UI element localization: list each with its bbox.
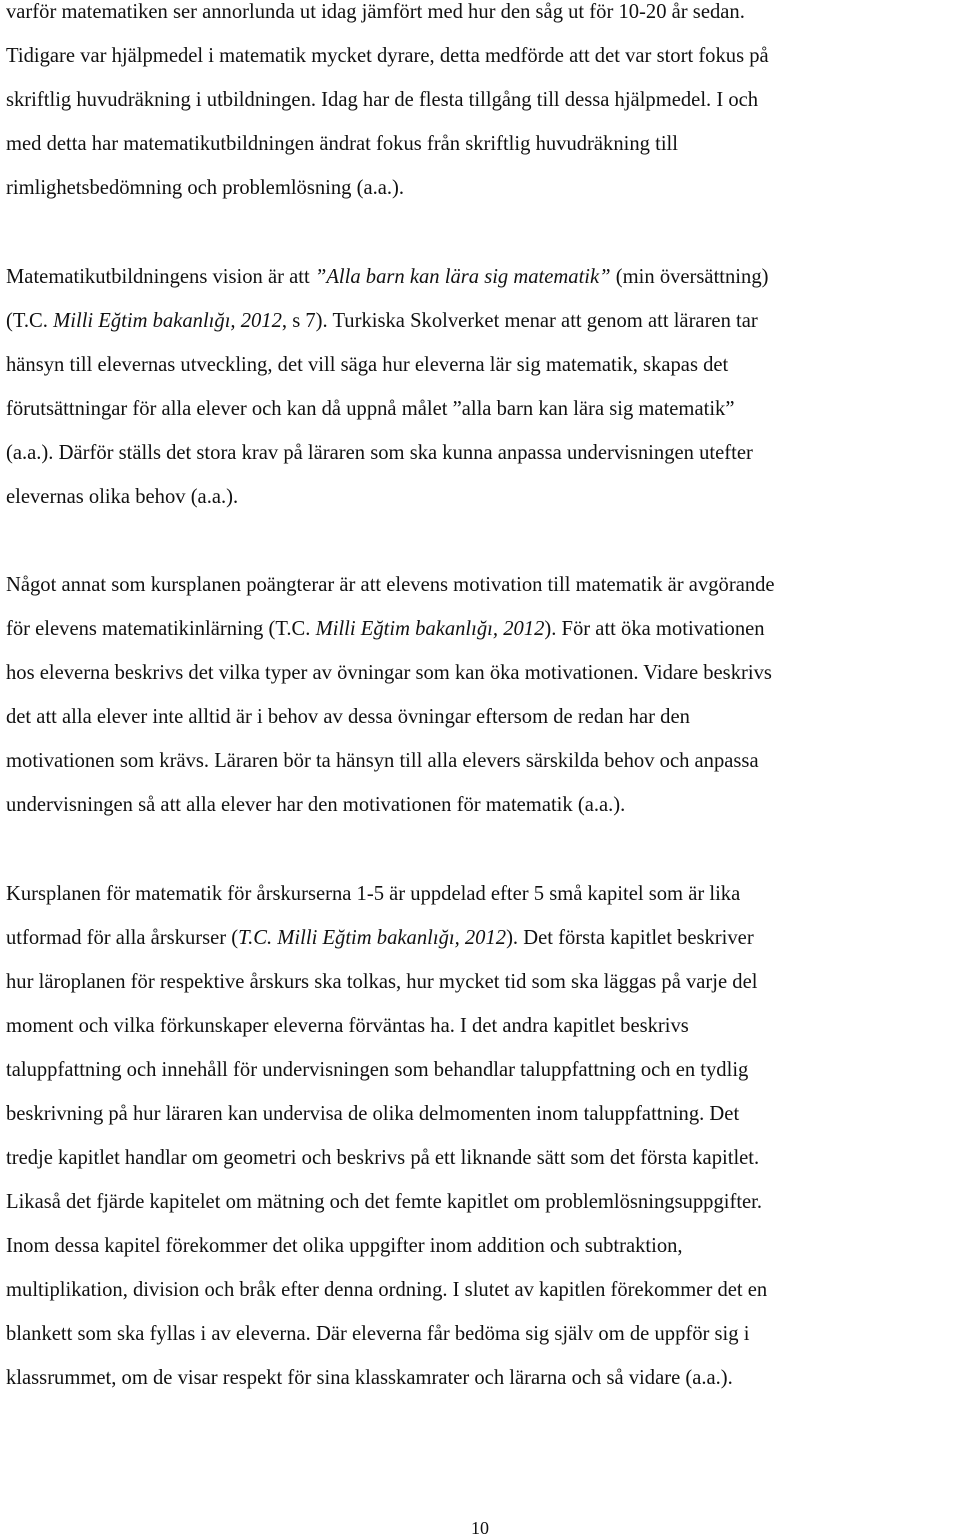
text-line: rimlighetsbedömning och problemlösning (a.a.). (6, 177, 405, 199)
text-line: Tidigare var hjälpmedel i matematik mycket dyrare, detta medförde att det var stort fokus på (6, 45, 769, 67)
page-number: 10 (471, 1518, 489, 1538)
text-line: motivationen som krävs. Läraren bör ta hänsyn till alla elevers särskilda behov och anpassa (6, 750, 759, 772)
text-line: skriftlig huvudräkning i utbildningen. Idag har de flesta tillgång till dessa hjälpmedel. I och (6, 89, 759, 111)
text-line: elevernas olika behov (a.a.). (6, 486, 239, 508)
text-line: hos eleverna beskrivs det vilka typer av övningar som kan öka motivationen. Vidare beskrivs (6, 662, 772, 684)
text-line: tredje kapitlet handlar om geometri och beskrivs på ett liknande sätt som det första kapitlet. (6, 1147, 760, 1169)
text-line: utformad för alla årskurser (T.C. Milli Eğtim bakanlığı, 2012). Det första kapitlet beskriver (6, 927, 754, 949)
italic-citation: Milli Eğtim bakanlığı, 2012 (53, 310, 282, 332)
text-line: Något annat som kursplanen poängterar är att elevens motivation till matematik är avgörande (6, 574, 775, 596)
text-line: Kursplanen för matematik för årskurserna 1-5 är uppdelad efter 5 små kapitel som är lika (6, 883, 741, 905)
text-line: det att alla elever inte alltid är i behov av dessa övningar eftersom de redan har den (6, 706, 690, 728)
italic-citation: Milli Eğtim bakanlığı, 2012 (315, 618, 545, 640)
text-line: (T.C. Milli Eğtim bakanlığı, 2012, s 7). Turkiska Skolverket menar att genom att läraren tar (6, 310, 758, 332)
text-line: (a.a.). Därför ställs det stora krav på läraren som ska kunna anpassa undervisningen utefter (6, 442, 753, 464)
text-line: med detta har matematikutbildningen ändrat fokus från skriftlig huvudräkning till (6, 133, 678, 155)
text-line: Inom dessa kapitel förekommer det olika uppgifter inom addition och subtraktion, (6, 1235, 683, 1257)
text-line: Matematikutbildningens vision är att ”Alla barn kan lära sig matematik” (min översättning) (6, 266, 769, 288)
italic-citation: ”Alla barn kan lära sig matematik” (314, 266, 611, 288)
text-line: hänsyn till elevernas utveckling, det vill säga hur eleverna lär sig matematik, skapas det (6, 354, 729, 376)
text-line: förutsättningar för alla elever och kan då uppnå målet ”alla barn kan lära sig matematik” (6, 398, 735, 420)
text-line: Likaså det fjärde kapitelet om mätning och det femte kapitlet om problemlösningsuppgifter. (6, 1191, 763, 1213)
text-line: undervisningen så att alla elever har den motivationen för matematik (a.a.). (6, 794, 626, 816)
text-line: för elevens matematikinlärning (T.C. Milli Eğtim bakanlığı, 2012). För att öka motivationen (6, 618, 765, 640)
text-line: moment och vilka förkunskaper eleverna förväntas ha. I det andra kapitlet beskrivs (6, 1015, 689, 1037)
text-line: varför matematiken ser annorlunda ut idag jämfört med hur den såg ut för 10-20 år sedan. (6, 1, 745, 23)
text-line: klassrummet, om de visar respekt för sina klasskamrater och lärarna och så vidare (a.a.). (6, 1367, 733, 1389)
text-line: multiplikation, division och bråk efter denna ordning. I slutet av kapitlen förekommer det en (6, 1279, 768, 1301)
text-line: taluppfattning och innehåll för undervisningen som behandlar taluppfattning och en tydlig (6, 1059, 749, 1081)
text-line: beskrivning på hur läraren kan undervisa de olika delmomenten inom taluppfattning. Det (6, 1103, 740, 1125)
text-line: blankett som ska fyllas i av eleverna. Där eleverna får bedöma sig själv om de uppför sig i (6, 1323, 750, 1345)
italic-citation: T.C. Milli Eğtim bakanlığı, 2012 (238, 927, 507, 949)
text-line: hur läroplanen för respektive årskurs ska tolkas, hur mycket tid som ska läggas på varje del (6, 971, 758, 993)
